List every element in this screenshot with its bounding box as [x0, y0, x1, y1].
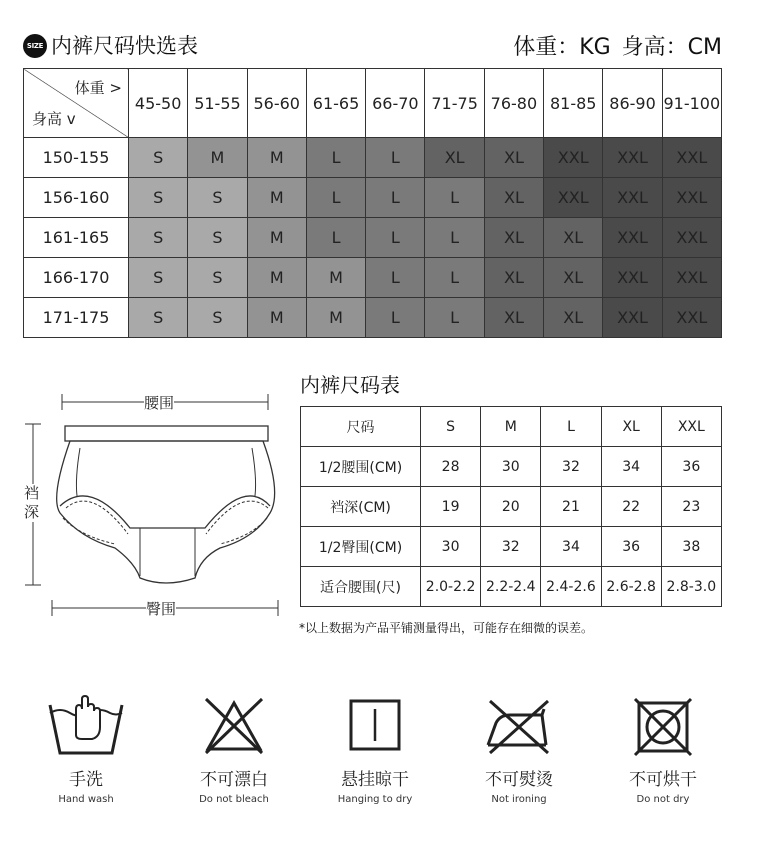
- height-axis-label: 身高 v: [32, 110, 76, 128]
- size-cell: XL: [484, 258, 543, 298]
- weight-header: 45-50: [129, 69, 188, 138]
- measure-label-cell: 裆深(CM): [301, 487, 421, 527]
- size-table-row: [301, 447, 722, 487]
- garment-outline: [57, 426, 275, 583]
- measure-value-cell: 2.0-2.2: [421, 567, 481, 607]
- size-cell: M: [247, 218, 306, 258]
- size-table-header: [301, 407, 722, 447]
- weight-header: 71-75: [425, 69, 484, 138]
- size-cell: L: [366, 258, 425, 298]
- measure-value-cell: 2.2-2.4: [481, 567, 541, 607]
- size-cell: XXL: [544, 138, 603, 178]
- size-cell: M: [306, 258, 365, 298]
- size-table-row: [301, 527, 722, 567]
- care-label-en: Hanging to dry: [337, 794, 413, 805]
- hand-wash-icon: [46, 695, 126, 757]
- size-cell: XXL: [662, 258, 721, 298]
- size-cell: L: [425, 258, 484, 298]
- size-table-title: 内裤尺码表: [300, 373, 400, 397]
- care-label-en: Hand wash: [58, 794, 114, 805]
- measure-value-cell: 2.8-3.0: [661, 567, 721, 607]
- size-cell: XXL: [603, 298, 662, 338]
- size-cell: S: [129, 138, 188, 178]
- size-cell: M: [306, 298, 365, 338]
- measure-value-cell: 22: [601, 487, 661, 527]
- height-range-cell: 171-175: [24, 298, 129, 338]
- size-cell: L: [366, 178, 425, 218]
- measure-label-cell: 尺码: [301, 407, 421, 447]
- care-label-zh: 不可熨烫: [485, 770, 553, 790]
- size-cell: L: [306, 218, 365, 258]
- size-cell: L: [425, 178, 484, 218]
- size-logo-icon: SIZE: [23, 34, 47, 58]
- size-cell: M: [247, 178, 306, 218]
- size-cell: M: [188, 138, 247, 178]
- weight-header: 81-85: [544, 69, 603, 138]
- units-label: 体重：KG 身高：CM: [513, 35, 722, 60]
- measure-label-cell: 适合腰围(尺): [301, 567, 421, 607]
- weight-header: 91-100: [662, 69, 721, 138]
- size-cell: XL: [544, 218, 603, 258]
- page-title: 内裤尺码快选表: [51, 34, 198, 58]
- size-cell: S: [129, 218, 188, 258]
- size-cell: L: [425, 218, 484, 258]
- measure-value-cell: 20: [481, 487, 541, 527]
- size-cell: XL: [544, 298, 603, 338]
- size-cell: XXL: [662, 178, 721, 218]
- size-cell: L: [366, 218, 425, 258]
- height-range-cell: 150-155: [24, 138, 129, 178]
- measure-value-cell: 28: [421, 447, 481, 487]
- measure-value-cell: 32: [481, 527, 541, 567]
- quick-table-row: [24, 178, 722, 218]
- measure-value-cell: 32: [541, 447, 601, 487]
- size-table-row: [301, 567, 722, 607]
- height-range-cell: 161-165: [24, 218, 129, 258]
- measure-value-cell: 34: [541, 527, 601, 567]
- size-cell: S: [129, 258, 188, 298]
- size-table: [300, 406, 722, 607]
- care-label-en: Do not bleach: [199, 794, 269, 805]
- care-item-hand-wash: [26, 695, 146, 805]
- measure-value-cell: M: [481, 407, 541, 447]
- size-cell: L: [306, 138, 365, 178]
- weight-header: 86-90: [603, 69, 662, 138]
- care-label-en: Do not dry: [636, 794, 690, 805]
- care-item-do-not-dry: [603, 695, 723, 805]
- care-label-zh: 不可漂白: [200, 770, 268, 790]
- care-label-en: Not ironing: [491, 794, 547, 805]
- size-cell: XXL: [662, 298, 721, 338]
- measure-value-cell: 30: [481, 447, 541, 487]
- measure-value-cell: 2.6-2.8: [601, 567, 661, 607]
- underwear-diagram: [20, 388, 290, 623]
- weight-header: 76-80: [484, 69, 543, 138]
- measure-value-cell: L: [541, 407, 601, 447]
- size-cell: XL: [484, 178, 543, 218]
- waist-label: 腰围: [144, 394, 175, 412]
- measurement-note: *以上数据为产品平铺测量得出，可能存在细微的误差。: [299, 621, 594, 635]
- height-range-cell: 166-170: [24, 258, 129, 298]
- measure-value-cell: S: [421, 407, 481, 447]
- measure-value-cell: 30: [421, 527, 481, 567]
- quick-size-table: [23, 68, 722, 338]
- measure-value-cell: 21: [541, 487, 601, 527]
- depth-label: 裆深: [24, 484, 42, 522]
- measure-value-cell: XL: [601, 407, 661, 447]
- size-cell: S: [188, 258, 247, 298]
- weight-axis-label: 体重 >: [74, 79, 122, 97]
- size-cell: L: [366, 298, 425, 338]
- size-cell: XXL: [603, 178, 662, 218]
- size-cell: XL: [484, 218, 543, 258]
- size-cell: S: [129, 178, 188, 218]
- do-not-dry-icon: [633, 695, 693, 757]
- care-item-no-ironing: [459, 695, 579, 805]
- measure-label-cell: 1/2臀围(CM): [301, 527, 421, 567]
- size-cell: XXL: [662, 138, 721, 178]
- size-cell: XXL: [603, 258, 662, 298]
- measure-value-cell: 38: [661, 527, 721, 567]
- height-range-cell: 156-160: [24, 178, 129, 218]
- size-cell: XXL: [662, 218, 721, 258]
- no-ironing-icon: [484, 695, 554, 757]
- do-not-bleach-icon: [202, 695, 266, 757]
- measure-value-cell: 36: [661, 447, 721, 487]
- size-cell: L: [306, 178, 365, 218]
- quick-table-row: [24, 258, 722, 298]
- size-cell: XL: [484, 138, 543, 178]
- quick-table-row: [24, 218, 722, 258]
- size-table-row: [301, 487, 722, 527]
- corner-cell: [24, 69, 129, 138]
- size-cell: L: [425, 298, 484, 338]
- size-cell: XL: [425, 138, 484, 178]
- weight-header: 66-70: [366, 69, 425, 138]
- quick-table-row: [24, 138, 722, 178]
- measure-value-cell: XXL: [661, 407, 721, 447]
- size-cell: XXL: [603, 218, 662, 258]
- measure-value-cell: 36: [601, 527, 661, 567]
- weight-header: 56-60: [247, 69, 306, 138]
- hang-dry-icon: [348, 695, 402, 757]
- weight-header: 61-65: [306, 69, 365, 138]
- measure-label-cell: 1/2腰围(CM): [301, 447, 421, 487]
- size-cell: M: [247, 298, 306, 338]
- care-label-zh: 手洗: [69, 770, 103, 790]
- hip-label: 臀围: [146, 600, 177, 618]
- care-item-hang-dry: [315, 695, 435, 805]
- size-cell: S: [188, 218, 247, 258]
- weight-header: 51-55: [188, 69, 247, 138]
- size-cell: S: [188, 298, 247, 338]
- size-cell: L: [366, 138, 425, 178]
- care-item-do-not-bleach: [174, 695, 294, 805]
- size-cell: M: [247, 258, 306, 298]
- quick-table-header: [24, 69, 722, 138]
- size-cell: XL: [544, 258, 603, 298]
- measure-value-cell: 23: [661, 487, 721, 527]
- size-cell: S: [188, 178, 247, 218]
- size-cell: XL: [484, 298, 543, 338]
- size-cell: XXL: [544, 178, 603, 218]
- measure-value-cell: 19: [421, 487, 481, 527]
- care-label-zh: 不可烘干: [629, 770, 697, 790]
- size-cell: M: [247, 138, 306, 178]
- size-cell: S: [129, 298, 188, 338]
- quick-table-row: [24, 298, 722, 338]
- care-label-zh: 悬挂晾干: [341, 770, 409, 790]
- measure-value-cell: 34: [601, 447, 661, 487]
- size-cell: XXL: [603, 138, 662, 178]
- measure-value-cell: 2.4-2.6: [541, 567, 601, 607]
